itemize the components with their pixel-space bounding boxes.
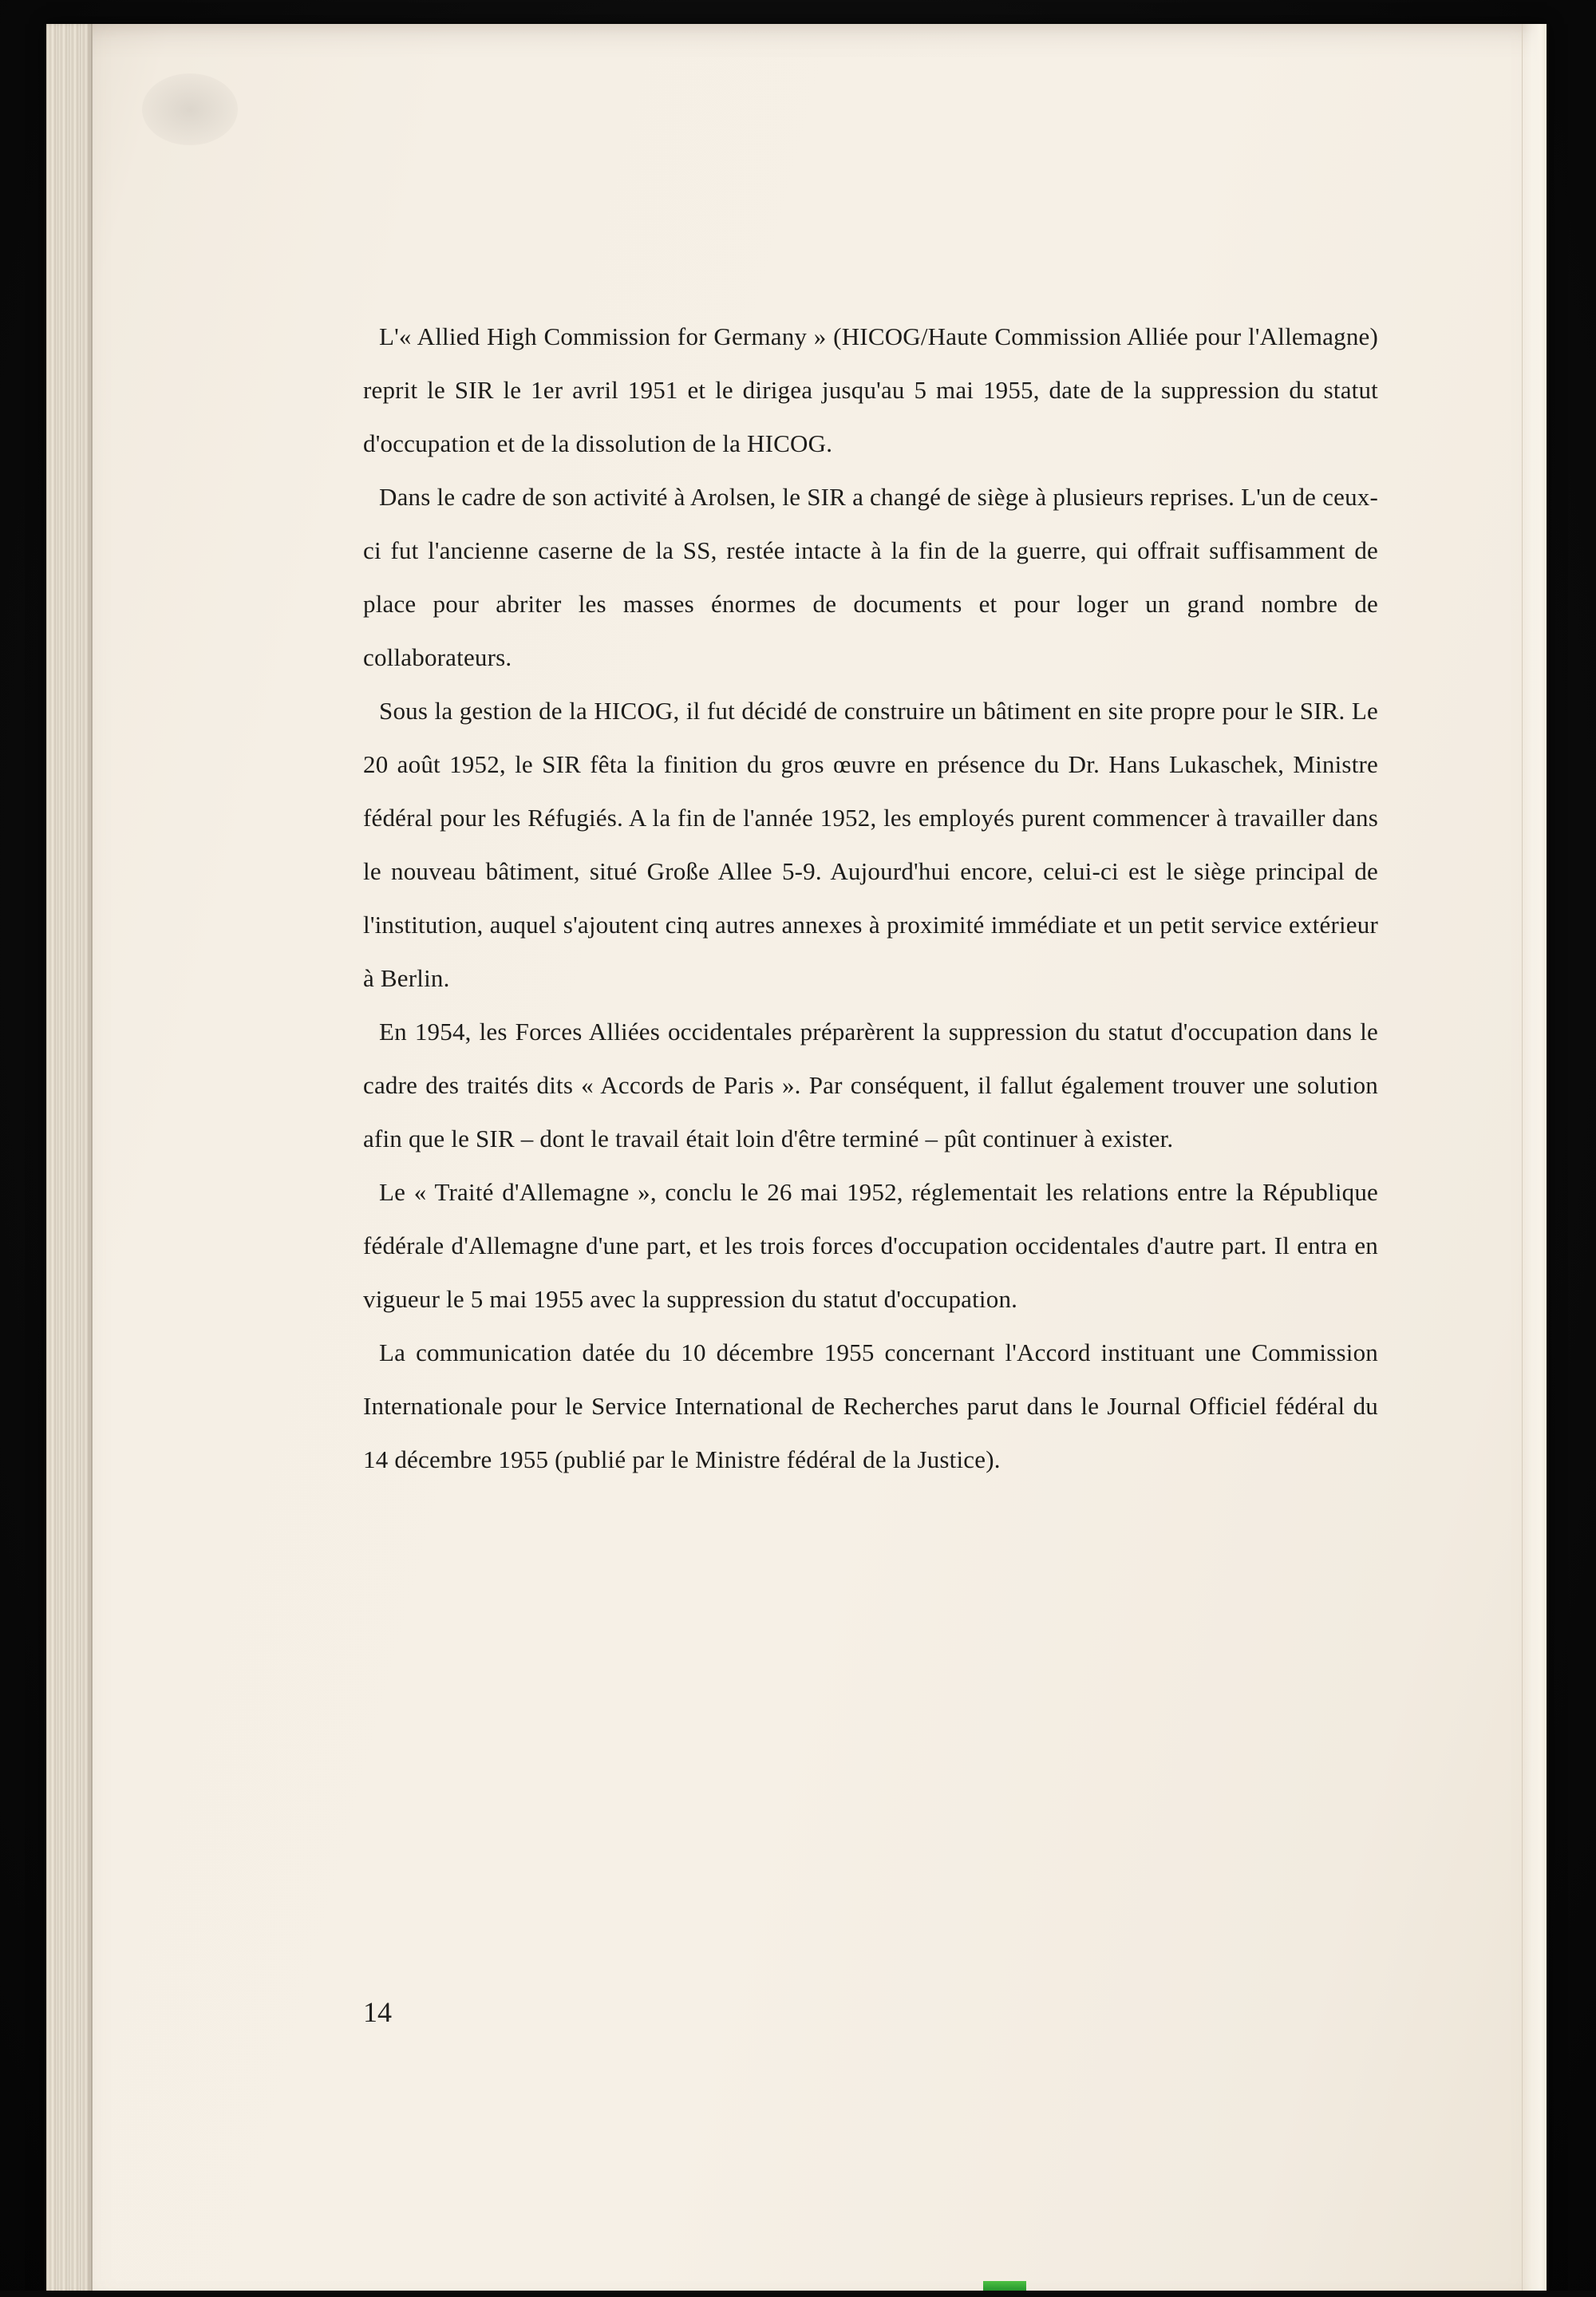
paragraph-accords-de-paris: En 1954, les Forces Alliées occidentales préparèrent la suppression du statut d'occupation dans le cadre des traités dits « Accords de Paris ». Par conséquent, il fallut également trouver une solution afin que le SIR – dont le travail était loin d'être terminé – pût continuer à exister. — [363, 1018, 1378, 1152]
paragraph-traite-allemagne: Le « Traité d'Allemagne », conclu le 26 mai 1952, réglementait les relations entre la République fédérale d'Allemagne d'une part, et les trois forces d'occupation occidentales d'autre part. Il entra en vigueur le 5 mai 1955 avec la suppression du statut d'occupation. — [363, 1178, 1378, 1313]
paragraph-arolsen-premises: Dans le cadre de son activité à Arolsen, le SIR a changé de siège à plusieurs reprises. L'un de ceux-ci fut l'ancienne caserne de la SS, restée intacte à la fin de la guerre, qui offrait suffisamment de place pour abriter les masses énormes de documents et pour loger un grand nombre de collaborateurs. — [363, 483, 1378, 671]
paragraph-hicog-takeover: L'« Allied High Commission for Germany » (HICOG/Haute Commission Alliée pour l'Allemagne) reprit le SIR le 1er avril 1951 et le dirigea jusqu'au 5 mai 1955, date de la suppression du statut d'occupation et de la dissolution de la HICOG. — [363, 322, 1378, 457]
stacked-page-edges — [46, 24, 93, 2292]
text-block — [363, 310, 1378, 1486]
paragraph-new-building: Sous la gestion de la HICOG, il fut décidé de construire un bâtiment en site propre pour le SIR. Le 20 août 1952, le SIR fêta la finition du gros œuvre en présence du Dr. Hans Lukaschek, Ministre fédéral pour les Réfugiés. A la fin de l'année 1952, les employés purent commencer à travailler dans le nouveau bâtiment, situé Große Allee 5-9. Aujourd'hui encore, celui-ci est le siège principal de l'institution, auquel s'ajoutent cinq autres annexes à proximité immédiate et un petit service extérieur à Berlin. — [363, 697, 1378, 992]
bottom-scan-strip — [0, 2291, 1596, 2297]
paragraph-communication-1955: La communication datée du 10 décembre 1955 concernant l'Accord instituant une Commission Internationale pour le Service International de Recherches parut dans le Journal Officiel fédéral du 14 décembre 1955 (publié par le Ministre fédéral de la Justice). — [363, 1338, 1378, 1473]
book-page — [46, 24, 1547, 2292]
next-page-edge — [1522, 24, 1547, 2292]
scan-smudge — [142, 73, 238, 145]
page-number: 14 — [363, 1996, 392, 2028]
